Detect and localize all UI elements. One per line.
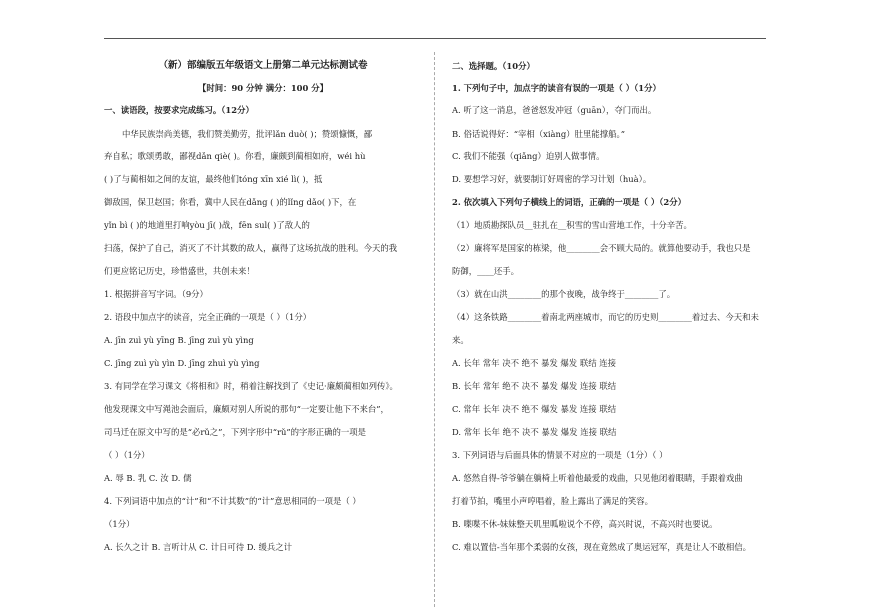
- passage-line: 扫荡，保护了自己，消灭了不计其数的敌人，赢得了这场抗战的胜利。今天的我: [104, 243, 398, 253]
- question-line: 他发现课文中写渑池会面后，廉颇对别人所说的那句“一定要让他下不来台”，: [104, 404, 389, 414]
- option-line: B. 俗话说得好：“宰相（xiàng）肚里能撑船。”: [452, 129, 625, 139]
- option-line: C. 常年 长年 决不 绝不 爆发 暴发 连接 联结: [452, 404, 617, 414]
- question-1-1: 1. 根据拼音写字词。（9分）: [104, 289, 208, 299]
- option-line: 打着节拍，嘴里小声哼唱着，脸上露出了满足的笑容。: [452, 496, 653, 506]
- question-2-1: 1. 下列句子中，加点字的读音有误的一项是（ ）（1分）: [452, 83, 661, 93]
- sentence-line: 来。: [452, 335, 469, 345]
- header-rule: [104, 38, 766, 39]
- option-line: A. 听了这一消息，爸爸怒发冲冠（guān），夺门而出。: [452, 105, 657, 115]
- option-line: C. 难以置信-当年那个柔弱的女孩，现在竟然成了奥运冠军，真是让人不敢相信。: [452, 542, 752, 552]
- sentence-line: （1）地质勘探队员__驻扎在__积雪的雪山营地工作，十分辛苦。: [452, 220, 692, 230]
- passage-line: ( )了与蔺相如之间的友谊，最终他们tóng xīn xié lì( )，抵: [104, 174, 323, 184]
- sentence-line: （4）这条铁路________着南北两座城市，而它的历史则________着过去、今天和未: [452, 312, 759, 322]
- option-line: B. 长年 常年 绝不 决不 暴发 爆发 连接 联结: [452, 381, 617, 391]
- option-line: A. 悠然自得-爷爷躺在躺椅上听着他最爱的戏曲，只见他闭着眼睛，手跟着戏曲: [452, 473, 743, 483]
- option-line: B. 喋喋不休-妹妹整天叽里呱啦说个不停，高兴时说，不高兴时也要说。: [452, 519, 718, 529]
- option-line: A. 长年 常年 决不 绝不 暴发 爆发 联结 连接: [452, 358, 617, 368]
- exam-meta: 【时间：90 分钟 满分：100 分】: [197, 83, 328, 93]
- option-line: C. jīng zuì yù yìn D. jīng zhuì yù yìng: [104, 358, 260, 368]
- sentence-line: （3）就在山洪________的那个夜晚，战争终于________了。: [452, 289, 676, 299]
- question-1-3: 3. 有同学在学习课文《将相和》时，稍着注解找到了《史记·廉颇蔺相如列传》。: [104, 381, 398, 391]
- sentence-line: （2）廉将军是国家的栋梁，他________会不顾大局的。就算他要动手，我也只是: [452, 243, 751, 253]
- passage-line: 们更应铭记历史，珍惜盛世，共创未来！: [104, 266, 255, 276]
- passage-line: 弃自私；歌颂勇敢，鄙视dǎn qiè( )。你看，廉颇到蔺相如府，wéi hù: [104, 151, 366, 161]
- option-line: A. 辱 B. 乳 C. 汝 D. 儒: [104, 473, 192, 483]
- column-divider: [434, 52, 435, 607]
- question-line: （1分）: [104, 519, 135, 529]
- section-2-heading: 二、选择题。（10分）: [452, 61, 535, 71]
- option-line: D. 要想学习好，就要制订好周密的学习计划（huà）。: [452, 174, 652, 184]
- sentence-line: 防御，____还手。: [452, 266, 519, 276]
- option-line: A. 长久之计 B. 言听计从 C. 计日可待 D. 缓兵之计: [104, 542, 293, 552]
- question-2-2: 2. 依次填入下列句子横线上的词语，正确的一项是（ ）（2分）: [452, 197, 686, 207]
- option-line: A. jīn zuì yù yīng B. jīng zuì yù yìng: [104, 335, 254, 345]
- section-1-heading: 一、读语段，按要求完成练习。（12分）: [104, 105, 254, 115]
- passage-line: 御敌国，保卫赵国；你看，冀中人民在dǎng ( )的lǐng dǎo( )下，在: [104, 197, 357, 207]
- question-2-3: 3. 下列词语与后面具体的情景不对应的一项是（1分）（ ）: [452, 450, 668, 460]
- passage-line: 中华民族崇尚美德，我们赞美勤劳，批评lǎn duò( )；赞颂慷慨，鄙: [122, 129, 373, 139]
- passage-line: yǐn bì ( )的地道里打响yòu jī( )战，fēn sul( )了敌人的: [104, 220, 310, 230]
- question-1-4: 4. 下列词语中加点的“计”和“不计其数”的“计”意思相同的一项是（ ）: [104, 496, 361, 506]
- option-line: D. 常年 长年 绝不 决不 暴发 爆发 连接 联结: [452, 427, 617, 437]
- question-line: （ ）（1分）: [104, 450, 150, 460]
- question-1-2: 2. 语段中加点字的读音，完全正确的一项是（ ）（1分）: [104, 312, 312, 322]
- question-line: 司马迁在原文中写的是“必rǔ之”，下列字形中“rǔ”的字形正确的一项是: [104, 427, 367, 437]
- page-title: （新）部编版五年级语文上册第二单元达标测试卷: [158, 60, 368, 71]
- option-line: C. 我们不能强（qiǎng）迫别人做事情。: [452, 151, 605, 161]
